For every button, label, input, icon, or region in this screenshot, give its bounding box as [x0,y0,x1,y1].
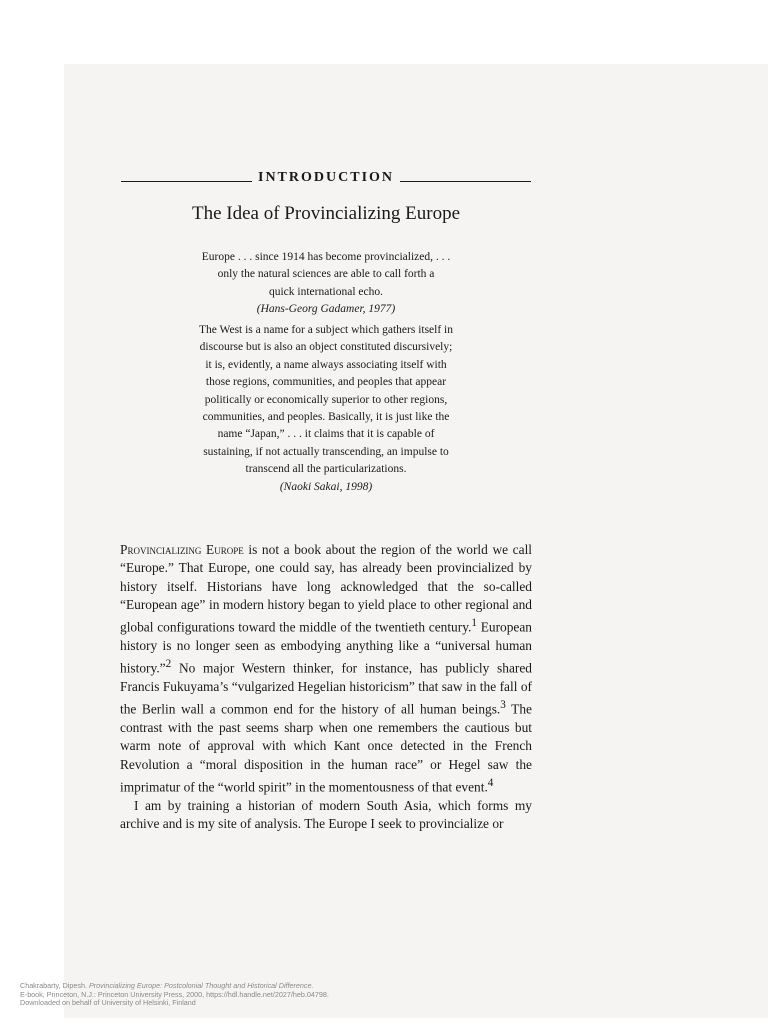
paragraph-text: is not a book about the region of the world we call “Europe.” That Europe, one could say, has already been provincialized by history itself. Historians have long acknowledged that the so-called “European age” in modern history began to yield place to other regional and global configurations toward the middle of the twentieth century. [120,542,533,635]
epigraph-line: it is, evidently, a name always associating itself with [205,358,447,371]
citation-line-3: Downloaded on behalf of University of Helsinki, Finland [20,998,196,1008]
epigraph-line: those regions, communities, and peoples that appear [205,376,447,389]
epigraph-attribution: (Hans-Georg Gadamer, 1977) [256,303,396,316]
chapter-heading [121,168,531,188]
epigraph-line: transcend all the particularizations. [245,463,407,476]
heading-rule-right [400,181,531,182]
epigraph-line: only the natural sciences are able to call forth a [217,268,435,281]
footnote-ref[interactable]: 1 [471,617,477,630]
paragraph-text: No major Western thinker, for instance, has publicly shared Francis Fukuyama’s “vulgarized Hegelian historicism” that saw in the fall of the Berlin wall a common end for the history of all human beings. [120,660,532,717]
paragraph-2: I am by training a historian of modern South Asia, which forms my archive and is my site of analysis. The Europe I seek to provincialize or [120,797,532,832]
footnote-ref[interactable]: 3 [500,699,506,712]
chapter-title: The Idea of Provincializing Europe [191,203,460,224]
epigraph-gadamer [176,249,476,319]
footnote-ref[interactable]: 2 [165,658,172,671]
epigraph-line: The West is a name for a subject which gathers itself in [198,324,454,336]
epigraph-line: politically or economically superior to other regions, [204,393,448,406]
epigraph-line: Europe . . . since 1914 has become provincialized, . . . [201,251,451,263]
epigraph-line: sustaining, if not actually transcending, an impulse to [203,445,449,458]
epigraph-line: communities, and peoples. Basically, it is just like the [202,411,450,424]
citation-title: Provincializing Europe: Postcolonial Thought and Historical Difference. [88,981,314,990]
lead-in-smallcaps: Provincializing Europe [120,542,244,557]
paragraph-text: The contrast with the past seems sharp when one remembers the cautious but warm note of approval with which Kant once detected in the French Revolution a “moral disposition in the human race” or Hegel saw the imprimatur of the “world spirit” in the momentousness of that event. [120,701,533,795]
epigraph-line: name “Japan,” . . . it claims that it is capable of [217,428,435,441]
heading-rule-left [121,181,252,182]
chapter-label: INTRODUCTION [258,170,395,185]
citation-footer [20,982,740,1008]
epigraph-line: quick international echo. [268,285,383,298]
footnote-ref[interactable]: 4 [487,776,494,789]
epigraph-line: discourse but is also an object constituted discursively; [199,341,453,354]
citation-author: Chakrabarty, Dipesh. [20,981,89,990]
epigraph-sakai [176,322,476,496]
body-text [120,541,532,833]
epigraph-attribution: (Naoki Sakai, 1998) [279,480,373,493]
paragraph-text: European history is no longer seen as embodying anything like a “universal human history.” [120,619,533,676]
citation-line-2: E-book, Princeton, N.J.: Princeton University Press, 2000, https://hdl.handle.net/2027/heb.04798. [20,989,329,999]
paragraph-1 [120,541,532,797]
